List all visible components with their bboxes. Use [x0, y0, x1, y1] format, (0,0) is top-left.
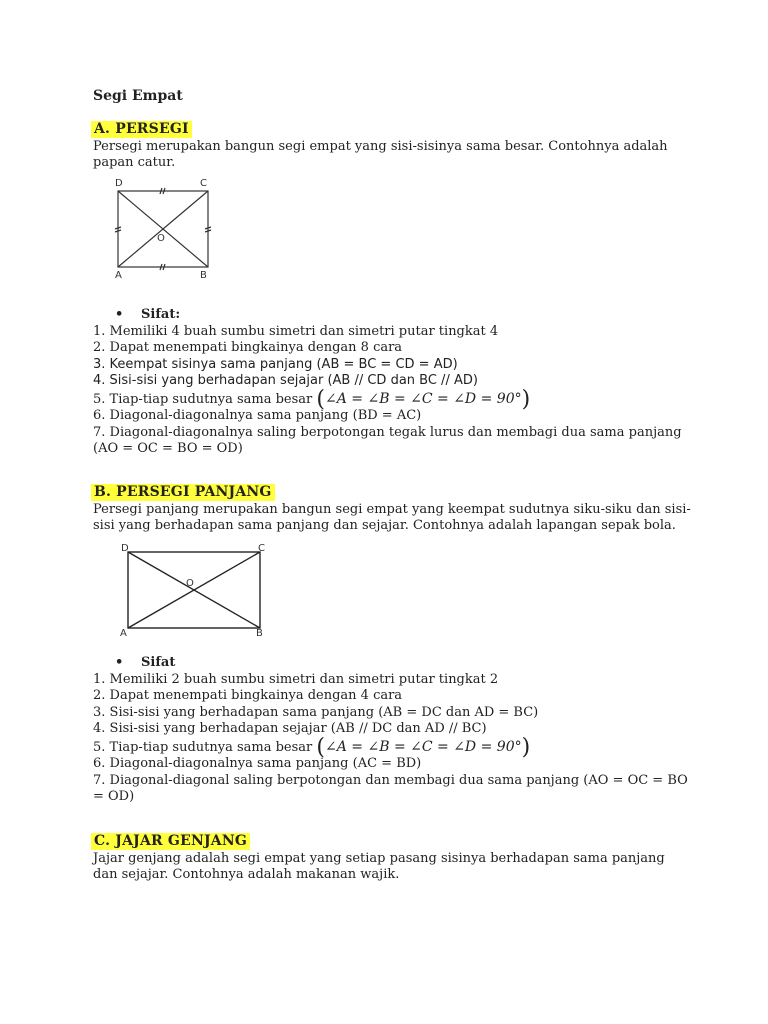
persegi-intro: Persegi merupakan bangun segi empat yang sisi-sisinya sama besar. Contohnya adalah papan catur.: [93, 139, 668, 170]
section-heading-persegi-panjang: B. PERSEGI PANJANG: [91, 484, 275, 501]
section-heading-jajar-genjang: C. JAJAR GENJANG: [91, 833, 250, 850]
list-item: 1. Memiliki 2 buah sumbu simetri dan simetri putar tingkat 2: [93, 672, 499, 687]
jajar-genjang-intro: Jajar genjang adalah segi empat yang setiap pasang sisinya berhadapan sama panjang dan sejajar. Contohnya adalah makanan wajik.: [93, 851, 665, 882]
list-item: 3. Keempat sisinya sama panjang (AB = BC = CD = AD): [93, 356, 458, 372]
list-item: 6. Diagonal-diagonalnya sama panjang (AC = BD): [93, 756, 422, 772]
rect-label-d: D: [121, 543, 129, 554]
square-figure: [108, 175, 230, 283]
angle-formula: (∠A = ∠B = ∠C = ∠D = 90°): [316, 387, 531, 413]
persegi-sifat-label: Sifat:: [141, 307, 181, 322]
persegi-panjang-sifat-bullet: • Sifat: [115, 655, 176, 670]
list-item: 4. Sisi-sisi yang berhadapan sejajar (AB // CD dan BC // AD): [93, 372, 478, 388]
angle-formula: (∠A = ∠B = ∠C = ∠D = 90°): [316, 735, 531, 761]
rectangle-figure: [118, 540, 270, 638]
rect-label-c: C: [258, 543, 265, 554]
list-item: 2. Dapat menempati bingkainya dengan 8 cara: [93, 340, 403, 356]
list-item: 5. Tiap-tiap sudutnya sama besar (∠A = ∠B = ∠C = ∠D = 90°): [93, 387, 531, 413]
persegi-panjang-intro: Persegi panjang merupakan bangun segi empat yang keempat sudutnya siku-siku dan sisi-sisi yang berhadapan sama panjang dan sejajar. Contohnya adalah lapangan sepak bola.: [93, 502, 691, 533]
persegi-properties: [93, 324, 693, 457]
rect-label-b: B: [256, 628, 263, 638]
list-item: 6. Diagonal-diagonalnya sama panjang (BD = AC): [93, 408, 422, 424]
square-label-o: O: [157, 233, 165, 244]
list-item: 1. Memiliki 4 buah sumbu simetri dan simetri putar tingkat 4: [93, 324, 499, 339]
square-label-a: A: [115, 270, 122, 281]
list-item: 4. Sisi-sisi yang berhadapan sejajar (AB // DC dan AD // BC): [93, 720, 487, 736]
persegi-panjang-sifat-label: Sifat: [141, 655, 176, 670]
persegi-panjang-properties: [93, 672, 693, 805]
rect-label-a: A: [120, 628, 127, 638]
square-label-b: B: [200, 270, 207, 281]
list-item: 7. Diagonal-diagonal saling berpotongan dan membagi dua sama panjang (AO = OC = BO = OD): [93, 772, 688, 805]
square-label-c: C: [200, 178, 207, 189]
square-label-d: D: [115, 178, 123, 189]
list-item: 7. Diagonal-diagonalnya saling berpotongan tegak lurus dan membagi dua sama panjang (AO = OC = BO = OD): [93, 424, 682, 457]
rect-label-o: O: [186, 578, 194, 589]
list-item: 5. Tiap-tiap sudutnya sama besar (∠A = ∠B = ∠C = ∠D = 90°): [93, 735, 531, 761]
section-heading-persegi: A. PERSEGI: [91, 121, 192, 138]
page-title: Segi Empat: [93, 88, 183, 104]
list-item: 3. Sisi-sisi yang berhadapan sama panjang (AB = DC dan AD = BC): [93, 704, 539, 720]
persegi-sifat-bullet: • Sifat:: [115, 307, 181, 322]
list-item: 2. Dapat menempati bingkainya dengan 4 cara: [93, 688, 403, 704]
